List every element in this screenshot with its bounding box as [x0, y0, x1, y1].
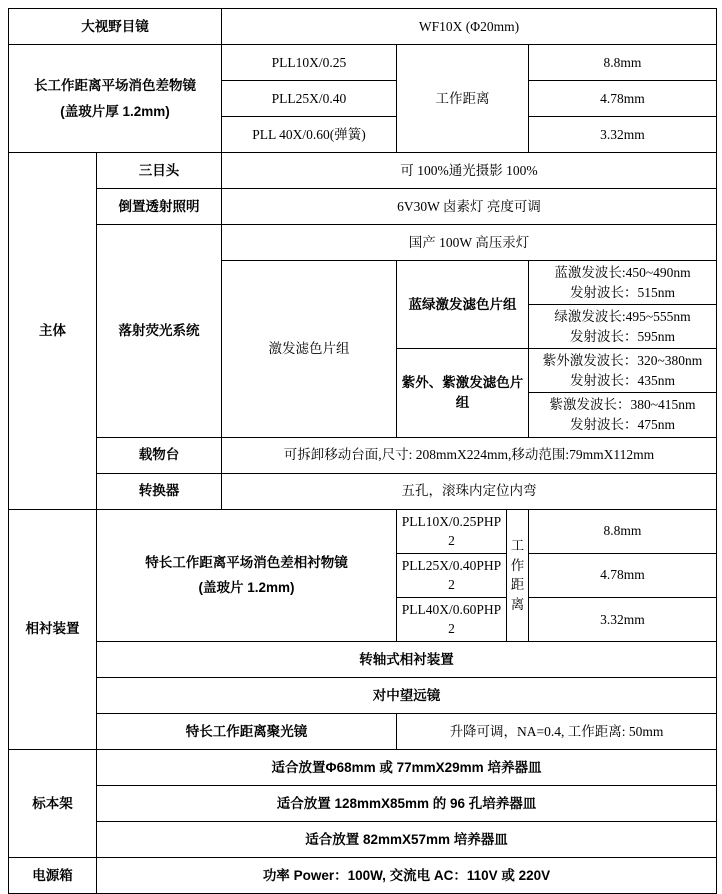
specimen-holder-value: 适合放置 82mmX57mm 培养器皿: [97, 821, 717, 857]
fluorescence-lamp-value: 国产 100W 高压汞灯: [222, 225, 717, 261]
phase-contrast-label: 相衬装置: [9, 509, 97, 749]
wavelength-cell: 绿激发波长:495~555nm 发射波长：595nm: [529, 305, 717, 349]
specification-table: [8, 8, 717, 894]
transmitted-illumination-label: 倒置透射照明: [97, 189, 222, 225]
table-row-specimen-holder-3: [9, 821, 717, 857]
specimen-holder-label: 标本架: [9, 749, 97, 857]
phase-objective-distance: 8.8mm: [529, 509, 717, 553]
objective-spec: PLL25X/0.40: [222, 81, 397, 117]
phase-objective-distance: 4.78mm: [529, 553, 717, 597]
phase-objective-distance: 3.32mm: [529, 597, 717, 641]
table-row-stage: [9, 437, 717, 473]
wavelength-cell: 蓝激发波长:450~490nm 发射波长：515nm: [529, 261, 717, 305]
objective-label: 长工作距离平场消色差物镜 (盖玻片厚 1.2mm): [9, 45, 222, 153]
fluorescence-label: 落射荧光系统: [97, 225, 222, 438]
filter-group-name-uv-violet: 紫外、紫激发滤色片组: [397, 349, 529, 437]
wavelength-cell: 紫外激发波长：320~380nm 发射波长：435nm: [529, 349, 717, 393]
table-row-fluorescence-lamp: [9, 225, 717, 261]
stage-label: 载物台: [97, 437, 222, 473]
objective-distance: 8.8mm: [529, 45, 717, 81]
table-row-specimen-holder-1: [9, 749, 717, 785]
objective-spec: PLL 40X/0.60(弹簧): [222, 117, 397, 153]
objective-working-distance-label: 工作距离: [397, 45, 529, 153]
trinocular-value: 可 100%通光摄影 100%: [222, 153, 717, 189]
power-box-value: 功率 Power：100W, 交流电 AC：110V 或 220V: [97, 857, 717, 893]
table-row-phase-turret: [9, 641, 717, 677]
trinocular-label: 三目头: [97, 153, 222, 189]
table-row-specimen-holder-2: [9, 785, 717, 821]
table-row-phase-objective-1: [9, 509, 717, 553]
eyepiece-value: WF10X (Φ20mm): [222, 9, 717, 45]
nosepiece-value: 五孔，滚珠内定位内弯: [222, 473, 717, 509]
phase-objective-spec: PLL10X/0.25PHP2: [397, 509, 507, 553]
filter-group-name-blue-green: 蓝绿激发滤色片组: [397, 261, 529, 349]
phase-objective-spec: PLL25X/0.40PHP2: [397, 553, 507, 597]
specimen-holder-value: 适合放置Φ68mm 或 77mmX29mm 培养器皿: [97, 749, 717, 785]
phase-working-distance-label: 工作距离: [507, 509, 529, 641]
phase-objective-label: 特长工作距离平场消色差相衬物镜 (盖玻片 1.2mm): [97, 509, 397, 641]
specimen-holder-value: 适合放置 128mmX85mm 的 96 孔培养器皿: [97, 785, 717, 821]
objective-distance: 4.78mm: [529, 81, 717, 117]
eyepiece-label: 大视野目镜: [9, 9, 222, 45]
objective-spec: PLL10X/0.25: [222, 45, 397, 81]
condenser-value: 升降可调，NA=0.4, 工作距离: 50mm: [397, 713, 717, 749]
table-row-transmitted-illumination: [9, 189, 717, 225]
stage-value: 可拆卸移动台面,尺寸: 208mmX224mm,移动范围:79mmX112mm: [222, 437, 717, 473]
power-box-label: 电源箱: [9, 857, 97, 893]
transmitted-illumination-value: 6V30W 卤素灯 亮度可调: [222, 189, 717, 225]
table-row-condenser: [9, 713, 717, 749]
excitation-filter-group-label: 激发滤色片组: [222, 261, 397, 438]
centering-telescope-value: 对中望远镜: [97, 677, 717, 713]
body-label: 主体: [9, 153, 97, 510]
objective-distance: 3.32mm: [529, 117, 717, 153]
table-row-nosepiece: [9, 473, 717, 509]
wavelength-cell: 紫激发波长：380~415nm 发射波长：475nm: [529, 393, 717, 437]
table-row-trinocular: [9, 153, 717, 189]
table-row-objective-1: [9, 45, 717, 81]
condenser-label: 特长工作距离聚光镜: [97, 713, 397, 749]
table-row-eyepiece: [9, 9, 717, 45]
nosepiece-label: 转换器: [97, 473, 222, 509]
phase-objective-spec: PLL40X/0.60PHP2: [397, 597, 507, 641]
table-row-centering-telescope: [9, 677, 717, 713]
table-row-power-box: [9, 857, 717, 893]
phase-turret-value: 转轴式相衬装置: [97, 641, 717, 677]
